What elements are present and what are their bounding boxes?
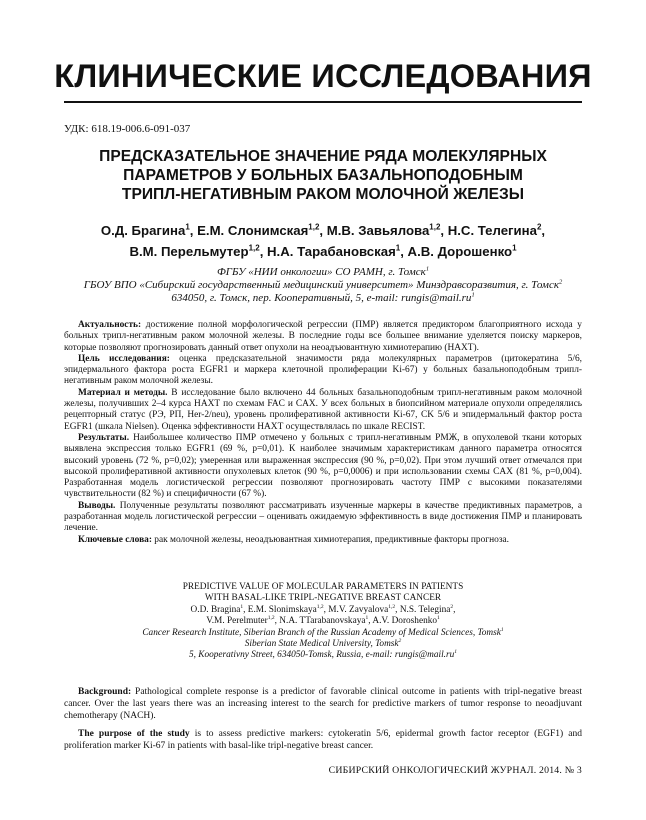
author-name: V.M. Perelmuter <box>206 616 268 627</box>
affiliation-en-line <box>64 628 582 639</box>
abstract-label: The purpose of the study <box>78 728 190 739</box>
affiliation-en-line <box>64 650 582 661</box>
affiliation-line <box>48 279 598 292</box>
title-ru-line: ТРИПЛ-НЕГАТИВНЫМ РАКОМ МОЛОЧНОЙ ЖЕЛЕЗЫ <box>121 186 525 203</box>
affiliation-sup: 2 <box>558 278 563 286</box>
abstract-methods <box>64 388 582 433</box>
abstract-text: оценка предсказательной значимости ряда молекулярных параметров (цитокератина 5/6, эпидермального фактора роста EGFR1 и маркера клеточной пролиферации Ki-67) у больных базальноподобным трипл-негативным раком молочной железы. <box>64 353 582 387</box>
affiliation-en-line <box>64 639 582 650</box>
abstract-text: достижение полной морфологической регрессии (ПМР) является предиктором благоприятного исхода у больных трипл-негативным раком молочной железы. В последние годы все большее внимание уделяется поиску маркеров, которые позволяют прогнозировать данный ответ опухоли на неоадъювантную химиотерапию (НАХТ). <box>64 320 582 353</box>
affiliations-ru <box>48 266 598 305</box>
author-sup: 1 <box>185 222 190 232</box>
abstract-label: Цель исследования: <box>78 353 170 364</box>
author-name: M.V. Zavyalova <box>328 604 389 615</box>
author-sup: 1,2 <box>248 243 260 253</box>
author-sup: 1 <box>512 243 517 253</box>
author-name: А.В. Дорошенко <box>407 244 513 259</box>
title-ru-line: ПАРАМЕТРОВ У БОЛЬНЫХ БАЗАЛЬНОПОДОБНЫМ <box>123 167 523 184</box>
author-name: Н.С. Телегина <box>447 223 537 238</box>
affiliation-sup: 1 <box>471 291 475 299</box>
abstract-text: рак молочной железы, неоадъювантная химиотерапия, предиктивные факторы прогноза. <box>151 534 510 545</box>
abstract-relevance <box>64 320 582 354</box>
author-sup: 1 <box>395 243 401 253</box>
abstract-text: В исследование было включено 44 больных базальноподобным трипл-негативным раком молочной железы, получивших 2–4 курса НАХТ по схемам FAC и CAX. У всех больных в биопсийном материале опухоли определялись рецепторный статус (РЭ, РП, Her-2/neu), уровень пролиферативной активности Ki-67, CK 5/6 и эпидермальный фактор роста EGFR1 (шкала Nielsen). Оценка эффективности НАХТ осуществлялась по шкале RECIST. <box>64 387 582 432</box>
author-sup: 1 <box>437 615 440 622</box>
english-header <box>64 582 582 662</box>
author-name: O.D. Bragina <box>190 604 241 615</box>
section-header: КЛИНИЧЕСКИЕ ИССЛЕДОВАНИЯ <box>54 58 592 94</box>
authors-ru <box>64 220 582 262</box>
header-rule <box>64 101 582 103</box>
abstract-label: Ключевые слова: <box>78 534 152 545</box>
abstract-aim <box>64 354 582 388</box>
author-sup: 1 <box>365 615 369 622</box>
abstract-text: Pathological complete response is a predictor of favorable clinical outcome in patients with tripl-negative breast cancer. Over the last years there was an increasing interest to the search for predictive markers of tumor response to neoadjuvant chemotherapy (NACH). <box>64 687 582 722</box>
abstract-label: Результаты. <box>78 432 130 443</box>
author-name: N.A. TTarabanovskaya <box>279 616 366 627</box>
abstract-conclusions <box>64 501 582 535</box>
author-name: Н.А. Тарабановская <box>267 244 396 259</box>
affiliation-sup: 1 <box>454 649 458 656</box>
authors-ru-line: О.Д. Брагина$^1$, Е.М. Слонимская$^{1,2}$, М.В. Завьялова$^{1,2}$, Н.С. Телегина$^2$, <box>100 222 546 238</box>
abstract-ru <box>64 320 582 546</box>
affiliation-text: Cancer Research Institute, Siberian Branch of the Russian Academy of Medical Sciences, Tomsk <box>142 627 501 638</box>
authors-en-line: V.M. Perelmuter$^{1,2}$, N.A. TTarabanovskaya$^1$, A.V. Doroshenko$^1$ <box>206 615 440 627</box>
authors-ru-line: В.М. Перельмутер$^{1,2}$, Н.А. Тарабановская$^1$, А.В. Дорошенко$^1$ <box>129 243 517 259</box>
article-title-ru <box>64 147 582 204</box>
affiliation-text: Siberian State Medical University, Tomsk <box>244 639 399 650</box>
affiliation-sup: 1 <box>500 626 504 633</box>
author-sup: 1,2 <box>388 603 396 610</box>
author-sup: 1,2 <box>316 603 324 610</box>
abstract-label: Выводы. <box>78 500 116 511</box>
author-name: М.В. Завьялова <box>326 223 430 238</box>
abstract-en <box>64 686 582 757</box>
author-sup: 1,2 <box>308 222 320 232</box>
author-name: N.S. Telegina <box>399 604 451 615</box>
affiliation-line <box>48 292 598 305</box>
affiliation-text: 5, Kooperativny Street, 634050-Tomsk, Russia, e-mail: rungis@mail.ru <box>188 650 455 661</box>
abstract-background <box>64 686 582 723</box>
author-name: Е.М. Слонимская <box>197 223 309 238</box>
affiliation-text: ФГБУ «НИИ онкологии» СО РАМН, г. Томск <box>216 266 426 278</box>
author-name: В.М. Перельмутер <box>129 244 249 259</box>
abstract-text: Полученные результаты позволяют рассматривать изученные маркеры в качестве предиктивных параметров, а разработанная модель логистической регрессии – оценивать ожидаемую эффективность в виде достижения ПМР и планировать лечение. <box>64 500 582 534</box>
author-name: A.V. Doroshenko <box>372 616 438 627</box>
abstract-label: Актуальность: <box>78 320 142 330</box>
title-en-line: WITH BASAL-LIKE TRIPL-NEGATIVE BREAST CANCER <box>204 593 442 604</box>
affiliation-text: 634050, г. Томск, пер. Кооперативный, 5, e-mail: rungis@mail.ru <box>171 292 472 304</box>
author-sup: 1,2 <box>267 615 275 622</box>
udc-code: УДК: 618.19-006.6-091-037 <box>64 123 191 135</box>
affiliation-sup: 2 <box>398 637 402 644</box>
authors-en-line: O.D. Bragina$^1$, E.M. Slonimskaya$^{1,2}$, M.V. Zavyalova$^{1,2}$, N.S. Telegina$^2$, <box>190 603 456 615</box>
abstract-keywords <box>64 535 582 546</box>
author-name: E.M. Slonimskaya <box>247 604 317 615</box>
abstract-text: Наибольшее количество ПМР отмечено у больных с трипл-негативным РМЖ, в опухолевой ткани которых выявлена экспрессия только EGFR1 (69 %, p=0,01). К наиболее значимым характеристикам данного параметра относятся высокий уровень (72 %, p=0,02); умеренная или выраженная экспрессия (90 %, p=0,02). При этом лучший ответ отмечался при высокой пролиферативной активности опухолевых клеток (90 %, p=0,0006) и при использовании схемы CAX (81 %, p=0,004). Разработанная модель логистической регрессии позволяют прогнозировать частоту ПМР с высокими показателями чувствительности (82 %) и специфичности (67 %). <box>64 432 582 500</box>
abstract-label: Материал и методы. <box>78 387 168 398</box>
abstract-purpose <box>64 728 582 752</box>
author-sup: 1,2 <box>429 222 441 232</box>
title-en-line: PREDICTIVE VALUE OF MOLECULAR PARAMETERS IN PATIENTS <box>182 582 464 592</box>
title-ru-line: ПРЕДСКАЗАТЕЛЬНОЕ ЗНАЧЕНИЕ РЯДА МОЛЕКУЛЯРНЫХ <box>99 148 547 165</box>
abstract-results <box>64 433 582 501</box>
author-sup: 2 <box>450 603 454 610</box>
author-sup: 1 <box>240 603 244 610</box>
journal-footer: СИБИРСКИЙ ОНКОЛОГИЧЕСКИЙ ЖУРНАЛ. 2014. № 3 <box>328 765 582 776</box>
abstract-text: is to assess predictive markers: cytokeratin 5/6, epidermal growth factor receptor (EGF1) and proliferation marker Ki-67 in patients with basal-like tripl-negative breast cancer. <box>64 728 583 751</box>
author-name: О.Д. Брагина <box>100 223 186 238</box>
author-sup: 2 <box>536 222 542 232</box>
abstract-label: Background: <box>78 687 132 697</box>
affiliation-text: ГБОУ ВПО «Сибирский государственный медицинский университет» Минздравсоразвития, г. Томск <box>83 279 559 291</box>
affiliation-line <box>48 266 598 279</box>
affiliation-sup: 1 <box>425 265 430 273</box>
